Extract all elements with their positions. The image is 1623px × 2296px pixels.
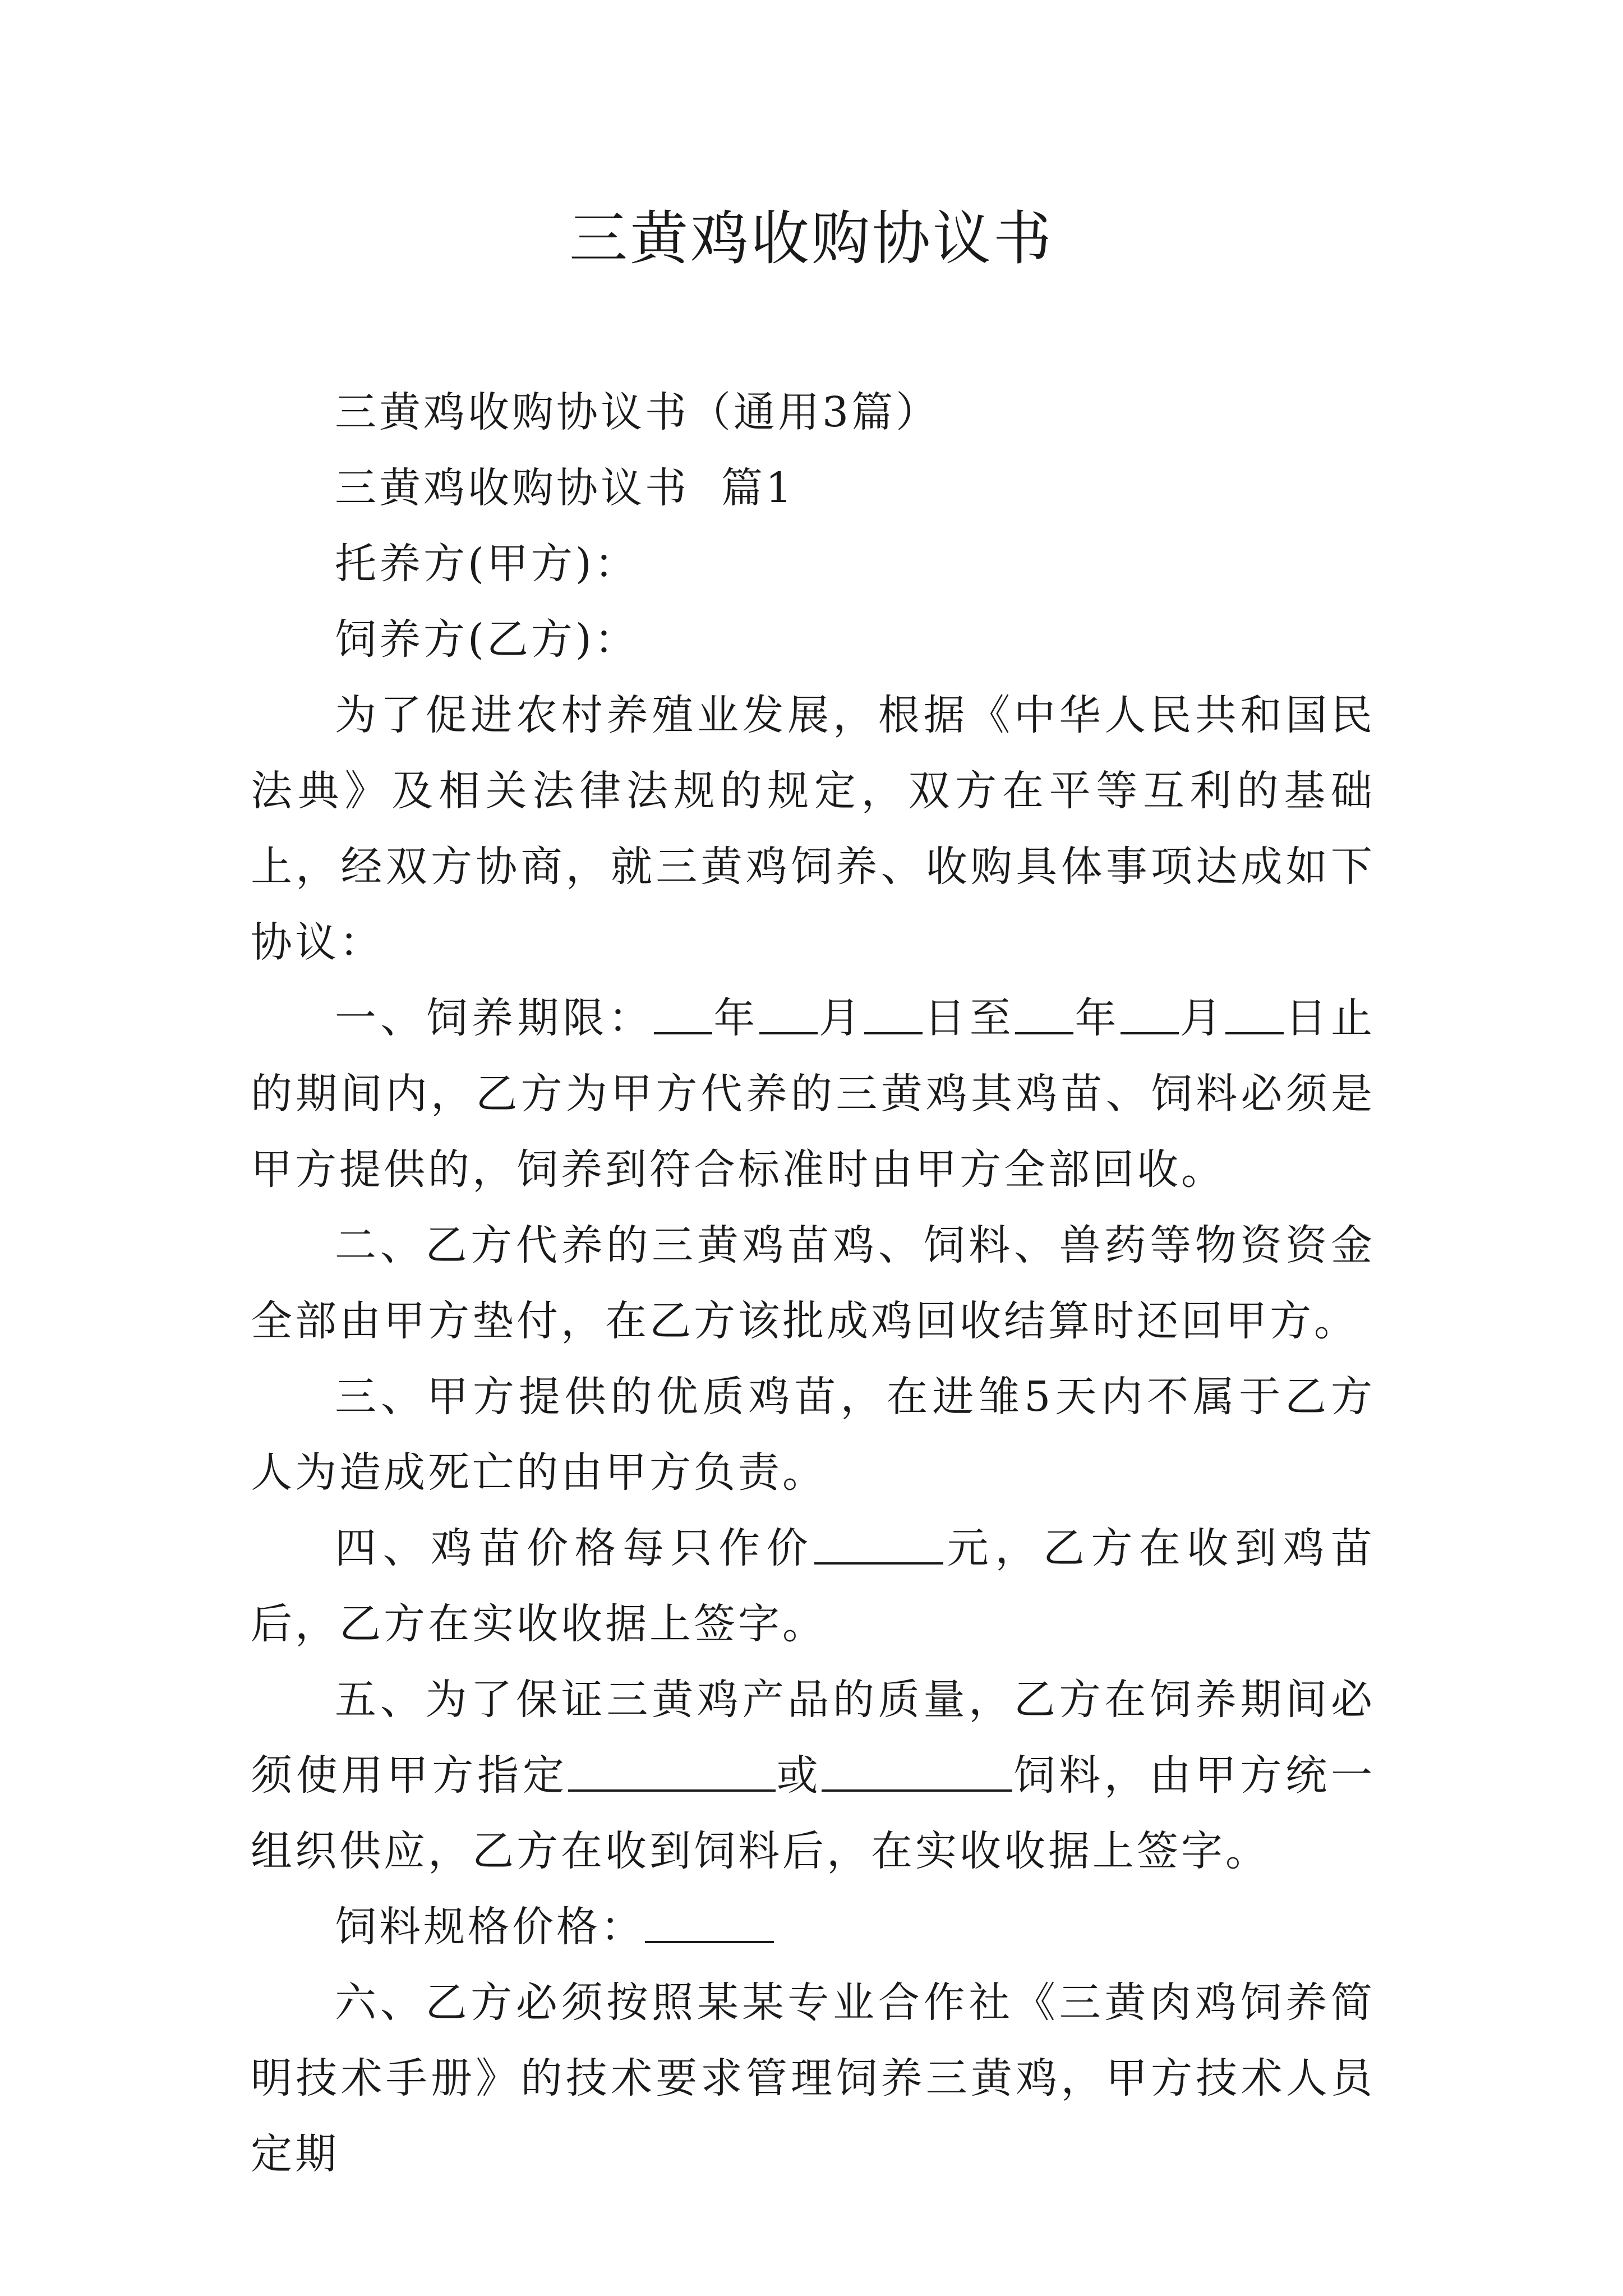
feed-spec-label: 饲料规格价格： [335,1903,645,1951]
clause-4-lead: 四、鸡苗价格每只作价 [335,1524,815,1572]
clause-2: 二、乙方代养的三黄鸡苗鸡、饲料、兽药等物资资金全部由甲方垫付，在乙方该批成鸡回收结算时还回甲方。 [251,1221,1375,1345]
blank-feed-2 [822,1755,1012,1792]
clause-3: 三、甲方提供的优质鸡苗，在进雏5天内不属于乙方人为造成死亡的由甲方负责。 [251,1373,1375,1497]
feed-spec [251,1889,1375,1965]
document-body [251,375,1375,2192]
blank-start-month [759,997,818,1034]
blank-start-day [864,997,923,1034]
blank-chick-price [814,1527,943,1565]
section-heading: 三黄鸡收购协议书 篇1 [335,464,795,512]
blank-feed-1 [568,1755,776,1792]
clause-1-rest: 日止的期间内，乙方为甲方代养的三黄鸡其鸡苗、饲料必须是甲方提供的，饲养到符合标准时由甲方全部回收。 [251,994,1376,1194]
blank-end-day [1225,997,1284,1034]
clause-6: 六、乙方必须按照某某专业合作社《三黄肉鸡饲养简明技术手册》的技术要求管理饲养三黄鸡，甲方技术人员定期 [251,1978,1375,2178]
day-to-label: 日至 [923,994,1016,1042]
month-label: 月 [817,994,865,1042]
clause-5 [251,1662,1375,1889]
year-label-2: 年 [1073,994,1121,1042]
clause-5-rest: 饲料，由甲方统一组织供应，乙方在收到饲料后，在实收收据上签字。 [251,1751,1376,1875]
clause-5-or: 或 [775,1751,822,1800]
blank-start-year [654,997,712,1034]
month-label-2: 月 [1178,994,1226,1042]
year-label: 年 [712,994,759,1042]
blank-feed-spec [645,1906,774,1943]
clause-1 [251,981,1375,1208]
clause-1-lead: 一、饲养期限： [335,994,654,1042]
party-a-label: 托养方(甲方)： [335,540,639,588]
clause-5-lead: 五、为了保证三黄鸡产品的质量，乙方在饲养期间必须使用甲方指定 [251,1676,1375,1800]
document-subtitle: 三黄鸡收购协议书（通用3篇） [335,388,940,436]
blank-end-year [1015,997,1073,1034]
clause-4 [251,1511,1375,1662]
clause-4-rest: 元，乙方在收到鸡苗后，乙方在实收收据上签字。 [251,1524,1376,1648]
party-b-label: 饲养方(乙方)： [335,615,639,664]
blank-end-month [1121,997,1179,1034]
intro-paragraph: 为了促进农村养殖业发展，根据《中华人民共和国民法典》及相关法律法规的规定，双方在平等互利的基础上，经双方协商，就三黄鸡饲养、收购具体事项达成如下协议： [251,691,1375,967]
document-title: 三黄鸡收购协议书 [569,204,1054,273]
